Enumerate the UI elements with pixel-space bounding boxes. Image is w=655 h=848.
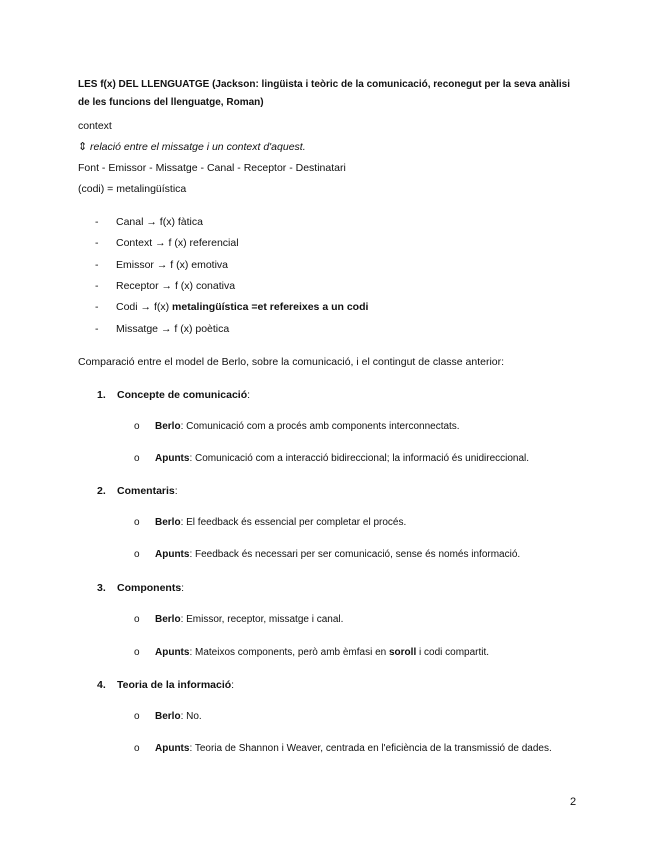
section-heading: 1. Concepte de comunicació: [97,389,251,401]
section-heading: 3. Components: [97,582,185,594]
intro-codi: (codi) = metalingüística [78,183,187,195]
list-item: - Missatge → f (x) poètica [95,323,230,335]
title-paren-line2: de les funcions del llenguatge, Roman) [78,97,264,108]
right-arrow-icon: → [161,280,173,292]
updown-arrow-icon: ⇕ [78,141,88,153]
sub-item: o Apunts: Mateixos components, però amb èmfasi en soroll i codi compartit. [134,647,490,658]
dash-bullet: - [95,323,99,335]
list-item: - Codi → f(x) metalingüística =et refereixes a un codi [95,301,369,313]
right-arrow-icon: → [156,259,168,271]
comparison-intro: Comparació entre el model de Berlo, sobre la comunicació, i el contingut de classe anterior: [78,356,505,368]
right-arrow-icon: → [155,237,166,249]
title-bold: LES f(x) DEL LLENGUATGE [78,79,210,90]
sub-item: o Berlo: No. [134,711,202,722]
circle-bullet: o [134,614,140,625]
sub-item: o Berlo: Emissor, receptor, missatge i canal. [134,614,344,625]
list-item: - Receptor → f (x) conativa [95,280,236,292]
title-paren-line1: (Jackson: lingüista i teòric de la comunicació, reconegut per la seva anàlisi [209,79,570,90]
sub-item: o Berlo: Comunicació com a procés amb components interconnectats. [134,421,460,432]
sub-item: o Apunts: Comunicació com a interacció bidireccional; la informació és unidireccional. [134,453,530,464]
dash-bullet: - [95,259,99,271]
circle-bullet: o [134,647,140,658]
circle-bullet: o [134,549,140,560]
dash-bullet: - [95,216,99,228]
dash-bullet: - [95,237,99,249]
dash-bullet: - [95,301,99,313]
circle-bullet: o [134,517,140,528]
right-arrow-icon: → [140,301,152,313]
sub-item: o Berlo: El feedback és essencial per completar el procés. [134,517,407,528]
list-item: - Emissor → f (x) emotiva [95,259,229,271]
page-number: 2 [570,796,577,808]
list-item: - Context → f (x) referencial [95,237,239,249]
circle-bullet: o [134,711,140,722]
section-heading: 4. Teoria de la informació: [97,679,235,691]
sub-item: o Apunts: Teoria de Shannon i Weaver, centrada en l'eficiència de la transmissió de dades. [134,743,552,754]
circle-bullet: o [134,421,140,432]
circle-bullet: o [134,743,140,754]
section-heading: 2. Comentaris: [97,485,178,497]
dash-bullet: - [95,280,99,292]
intro-chain: Font - Emissor - Missatge - Canal - Receptor - Destinatari [78,162,346,174]
sub-item: o Apunts: Feedback és necessari per ser comunicació, sense és només informació. [134,549,521,560]
list-item: - Canal → f(x) fàtica [95,216,203,228]
right-arrow-icon: → [146,216,157,228]
right-arrow-icon: → [160,323,172,335]
circle-bullet: o [134,453,140,464]
page-title [78,76,570,94]
intro-context: context [78,120,112,132]
intro-relation: ⇕ relació entre el missatge i un context d'aquest. [78,141,306,153]
